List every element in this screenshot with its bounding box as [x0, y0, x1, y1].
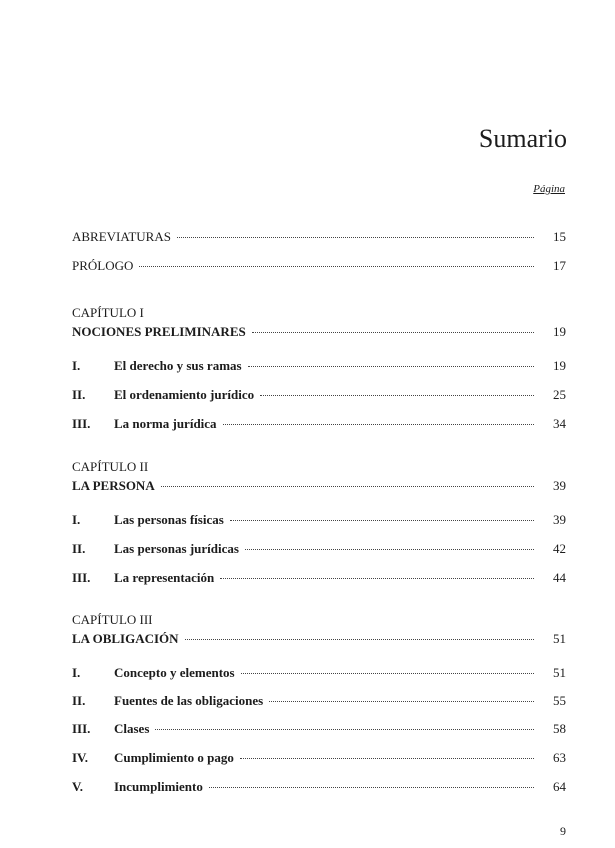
toc-entry-label: Las personas físicas	[114, 512, 224, 527]
chapter-heading[interactable]	[72, 324, 566, 340]
dot-leader	[209, 787, 534, 788]
toc-entry-page: 58	[553, 721, 566, 736]
toc-section[interactable]	[72, 358, 566, 374]
chapter-label: CAPÍTULO III	[72, 612, 153, 627]
toc-section[interactable]	[72, 541, 566, 557]
toc-entry-label: Cumplimiento o pago	[114, 750, 234, 765]
toc-entry-page: 44	[553, 570, 566, 585]
toc-section[interactable]	[72, 416, 566, 432]
toc-entry-page: 42	[553, 541, 566, 556]
toc-entry-prologo[interactable]	[72, 258, 566, 274]
toc-entry-page: 34	[553, 416, 566, 431]
toc-entry-label: NOCIONES PRELIMINARES	[72, 324, 246, 339]
dot-leader	[161, 486, 534, 487]
page-title: Sumario	[478, 124, 567, 153]
toc-entry-abreviaturas[interactable]	[72, 229, 566, 245]
chapter-label: CAPÍTULO I	[72, 305, 144, 320]
toc-entry-label: Las personas jurídicas	[114, 541, 239, 556]
toc-entry-page: 51	[553, 631, 566, 646]
section-number: I.	[72, 512, 81, 527]
toc-entry-page: 64	[553, 779, 566, 794]
toc-entry-label: LA OBLIGACIÓN	[72, 631, 179, 646]
section-number: II.	[72, 541, 86, 556]
section-number: II.	[72, 387, 86, 402]
toc-section[interactable]	[72, 570, 566, 586]
toc-section[interactable]	[72, 512, 566, 528]
toc-entry-label: La representación	[114, 570, 215, 585]
toc-entry-page: 39	[553, 512, 566, 527]
toc-section[interactable]	[72, 721, 566, 737]
dot-leader	[248, 366, 534, 367]
toc-entry-label: ABREVIATURAS	[72, 229, 171, 244]
toc-section[interactable]	[72, 779, 566, 795]
dot-leader	[240, 758, 534, 759]
toc-entry-label: Incumplimiento	[114, 779, 203, 794]
toc-entry-label: PRÓLOGO	[72, 258, 134, 273]
dot-leader	[177, 237, 534, 238]
page-number: 9	[560, 824, 566, 838]
pagina-column-label: Página	[533, 183, 565, 195]
toc-section[interactable]	[72, 665, 566, 681]
toc-entry-page: 39	[553, 478, 566, 493]
toc-entry-page: 17	[553, 258, 566, 273]
dot-leader	[260, 395, 534, 396]
toc-entry-page: 51	[553, 665, 566, 680]
section-number: III.	[72, 416, 91, 431]
section-number: III.	[72, 721, 91, 736]
toc-section[interactable]	[72, 387, 566, 403]
chapter-label: CAPÍTULO II	[72, 459, 149, 474]
dot-leader	[230, 520, 534, 521]
dot-leader	[269, 701, 534, 702]
toc-entry-page: 63	[553, 750, 566, 765]
section-number: III.	[72, 570, 91, 585]
dot-leader	[241, 673, 534, 674]
dot-leader	[139, 266, 534, 267]
toc-entry-page: 15	[553, 229, 566, 244]
toc-entry-label: Concepto y elementos	[114, 665, 235, 680]
dot-leader	[245, 549, 534, 550]
section-number: I.	[72, 665, 81, 680]
toc-entry-page: 55	[553, 693, 566, 708]
toc-entry-page: 25	[553, 387, 566, 402]
section-number: IV.	[72, 750, 89, 765]
toc-section[interactable]	[72, 693, 566, 709]
chapter-heading[interactable]	[72, 478, 566, 494]
toc-entry-page: 19	[553, 324, 566, 339]
toc-entry-label: El ordenamiento jurídico	[114, 387, 255, 402]
section-number: V.	[72, 779, 83, 794]
toc-entry-label: Clases	[114, 721, 150, 736]
section-number: I.	[72, 358, 81, 373]
dot-leader	[252, 332, 534, 333]
toc-entry-label: El derecho y sus ramas	[114, 358, 242, 373]
toc-entry-label: La norma jurídica	[114, 416, 217, 431]
toc-entry-page: 19	[553, 358, 566, 373]
chapter-heading[interactable]	[72, 631, 566, 647]
toc-entry-label: LA PERSONA	[72, 478, 155, 493]
toc-section[interactable]	[72, 750, 566, 766]
dot-leader	[155, 729, 534, 730]
dot-leader	[220, 578, 534, 579]
dot-leader	[185, 639, 534, 640]
dot-leader	[223, 424, 534, 425]
section-number: II.	[72, 693, 86, 708]
toc-entry-label: Fuentes de las obligaciones	[114, 693, 264, 708]
